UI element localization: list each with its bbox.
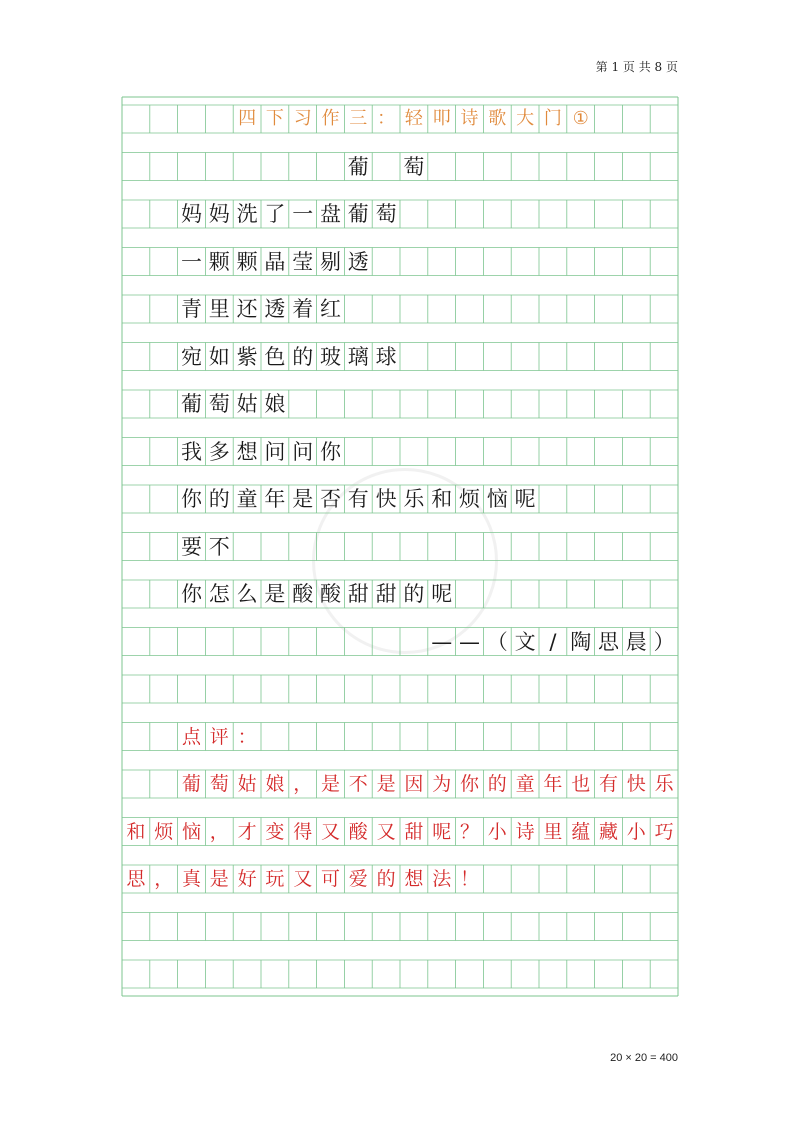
grid-char: 妈 [180, 202, 202, 226]
grid-char: 乐 [654, 773, 674, 795]
grid-char: 的 [208, 487, 230, 511]
grid-char: 呢 [432, 820, 452, 843]
grid-char: 烦 [458, 487, 480, 511]
grid-char: 洗 [236, 202, 258, 226]
grid-row [122, 485, 678, 513]
grid-char: 可 [320, 868, 340, 890]
grid-row [122, 723, 678, 751]
grid-char: 晶 [264, 249, 286, 274]
grid-char: 甜 [347, 582, 369, 606]
grid-char: 和 [431, 487, 453, 511]
page-number-header: 第 1 页 共 8 页 [595, 60, 678, 74]
grid-char: 呢 [514, 487, 536, 511]
grid-char: 快 [375, 487, 397, 511]
grid-char: 想 [236, 439, 258, 464]
grid-row [122, 960, 678, 988]
grid-char: ？ [459, 820, 479, 843]
grid-char: 酸 [292, 582, 314, 606]
grid-char: 姑 [236, 392, 258, 416]
grid-char: ： [237, 725, 257, 748]
grid-char: 习 [293, 108, 312, 129]
grid-char: 宛 [180, 344, 202, 369]
grid-char: 多 [208, 439, 230, 464]
grid-char: 还 [236, 297, 258, 321]
grid-char: 诗 [515, 820, 535, 843]
grid-char: 一 [292, 202, 314, 226]
grid-char: 巧 [654, 820, 674, 843]
grid-char: 叩 [432, 108, 451, 129]
grid-char: 有 [347, 487, 369, 511]
grid-row [122, 390, 678, 418]
grid-char: 又 [320, 820, 340, 843]
grid-char: 才 [237, 820, 257, 843]
grid-char: / [549, 629, 557, 654]
grid-char: 青 [180, 297, 202, 321]
grid-char: 葡 [180, 392, 202, 416]
grid-char: 是 [292, 487, 314, 511]
grid-char: 年 [264, 487, 286, 511]
grid-char: ） [653, 629, 675, 654]
grid-char: — [458, 629, 480, 654]
grid-row [122, 105, 678, 133]
grid-char: 我 [180, 439, 202, 464]
grid-char: 透 [347, 249, 369, 274]
grid-char: 着 [292, 297, 314, 321]
grid-char: 点 [181, 725, 201, 748]
grid-char: 妈 [208, 202, 230, 226]
grid-char: 思 [597, 629, 619, 654]
grid-char: 的 [403, 582, 425, 606]
grid-char: 里 [543, 820, 563, 843]
grid-char: 想 [404, 868, 424, 890]
grid-char: 萄 [375, 202, 397, 226]
grid-char: 文 [514, 629, 536, 654]
grid-char: 和 [126, 820, 146, 843]
grid-char: 葡 [181, 773, 201, 795]
grid-char [372, 153, 400, 181]
grid-char: 真 [181, 868, 201, 890]
grid-char: 透 [264, 297, 286, 321]
grid-char: 小 [626, 820, 646, 843]
grid-char: 娘 [264, 392, 286, 416]
grid-char: 下 [265, 108, 284, 129]
grid-char: 莹 [292, 249, 314, 274]
grid-row [122, 248, 678, 276]
grid-char: 恼 [181, 820, 201, 843]
grid-char: 有 [598, 773, 618, 795]
grid-char: 葡 [347, 202, 369, 226]
grid-char: 不 [208, 534, 230, 559]
grid-char: 玻 [319, 344, 341, 369]
grid-char: 里 [208, 297, 230, 321]
grid-char: 轻 [404, 108, 423, 129]
grid-char: 法 [432, 868, 452, 890]
grid-char: 萄 [208, 392, 230, 416]
grid-char: 剔 [319, 249, 341, 274]
grid-char: 娘 [265, 773, 285, 795]
grid-char: 色 [264, 344, 286, 369]
grid-row [122, 913, 678, 941]
grid-char: 好 [237, 868, 257, 890]
grid-char: 你 [319, 439, 341, 464]
grid-row [122, 628, 678, 656]
grid-char: 童 [236, 487, 258, 511]
grid-char: 要 [180, 534, 202, 559]
grid-char: — [431, 629, 453, 654]
grid-char: ， [209, 820, 229, 843]
grid-row [122, 818, 678, 846]
grid-char: 变 [265, 820, 285, 843]
grid-char: ！ [459, 868, 479, 890]
grid-char: 年 [543, 773, 563, 795]
grid-char: ① [572, 108, 589, 129]
grid-char: 甜 [404, 820, 424, 843]
grid-char: 晨 [625, 629, 647, 654]
grid-char: 乐 [403, 487, 425, 511]
grid-char: ， [293, 773, 313, 795]
grid-char: 颗 [236, 249, 258, 274]
grid-char: 红 [319, 297, 341, 321]
grid-char: 你 [180, 487, 202, 511]
grid-char: 陶 [570, 629, 592, 654]
grid-row [122, 153, 678, 181]
grid-char: 球 [375, 344, 397, 369]
grid-char: 玩 [265, 868, 285, 890]
grid-char: 三 [349, 108, 368, 129]
grid-char: 作 [321, 108, 340, 129]
grid-char: 童 [515, 773, 535, 795]
grid-char: 问 [292, 439, 314, 464]
grid-char: 葡 [347, 154, 369, 179]
grid-char: 又 [293, 868, 313, 890]
grid-char: 萄 [209, 773, 229, 795]
grid-char: 不 [348, 773, 368, 795]
grid-char: 又 [376, 820, 396, 843]
grid-row [122, 865, 678, 893]
grid-char: 么 [236, 582, 258, 606]
grid-char: 紫 [236, 344, 258, 369]
grid-char: ， [154, 868, 174, 890]
grid-char: 恼 [486, 487, 508, 511]
grid-char: 小 [487, 820, 507, 843]
grid-char: 了 [264, 202, 286, 226]
grid-row [122, 675, 678, 703]
grid-char: 是 [376, 773, 396, 795]
grid-char: 是 [209, 868, 229, 890]
grid-char: 诗 [460, 108, 479, 129]
grid-row [122, 438, 678, 466]
grid-char: 盘 [319, 202, 341, 226]
grid-char: 藏 [598, 820, 618, 843]
grid-char: 否 [319, 487, 341, 511]
grid-char: 甜 [375, 582, 397, 606]
grid-char: 的 [376, 868, 396, 890]
grid-char: 的 [292, 344, 314, 369]
grid-row [122, 580, 678, 608]
grid-char: 是 [264, 582, 286, 606]
grid-row [122, 343, 678, 371]
grid-count-footer: 20 × 20 = 400 [610, 1052, 678, 1064]
grid-char: 门 [543, 108, 562, 129]
grid-char: 思 [126, 868, 146, 890]
grid-char: 如 [208, 344, 230, 369]
grid-row [122, 295, 678, 323]
grid-char: 评 [209, 725, 229, 748]
grid-char: 烦 [154, 820, 174, 843]
grid-char: 酸 [348, 820, 368, 843]
grid-char: 得 [293, 820, 313, 843]
grid-char: 怎 [208, 582, 230, 606]
grid-char: 姑 [237, 773, 257, 795]
grid-char: 你 [459, 773, 479, 795]
grid-char: 也 [571, 773, 591, 795]
grid-char: ： [377, 108, 396, 129]
grid-char: 问 [264, 439, 286, 464]
grid-char: 是 [320, 773, 340, 795]
grid-char: 颗 [208, 249, 230, 274]
grid-char: 的 [487, 773, 507, 795]
grid-row [122, 770, 678, 798]
grid-char: 四 [238, 108, 257, 129]
grid-row [122, 200, 678, 228]
grid-char: 璃 [347, 344, 369, 369]
grid-char: 一 [180, 249, 202, 274]
grid-char: 为 [432, 773, 452, 795]
grid-char: 大 [516, 108, 535, 129]
grid-char: 酸 [319, 582, 341, 606]
grid-char: 快 [626, 773, 646, 795]
grid-char: 你 [180, 582, 202, 606]
grid-row [122, 533, 678, 561]
grid-char: 歌 [488, 108, 507, 129]
grid-char: 爱 [348, 868, 368, 890]
grid-char: 呢 [431, 582, 453, 606]
grid-char: 萄 [403, 154, 425, 179]
grid-char: 因 [404, 773, 424, 795]
grid-char: 蕴 [571, 820, 591, 843]
grid-char: （ [486, 629, 508, 654]
